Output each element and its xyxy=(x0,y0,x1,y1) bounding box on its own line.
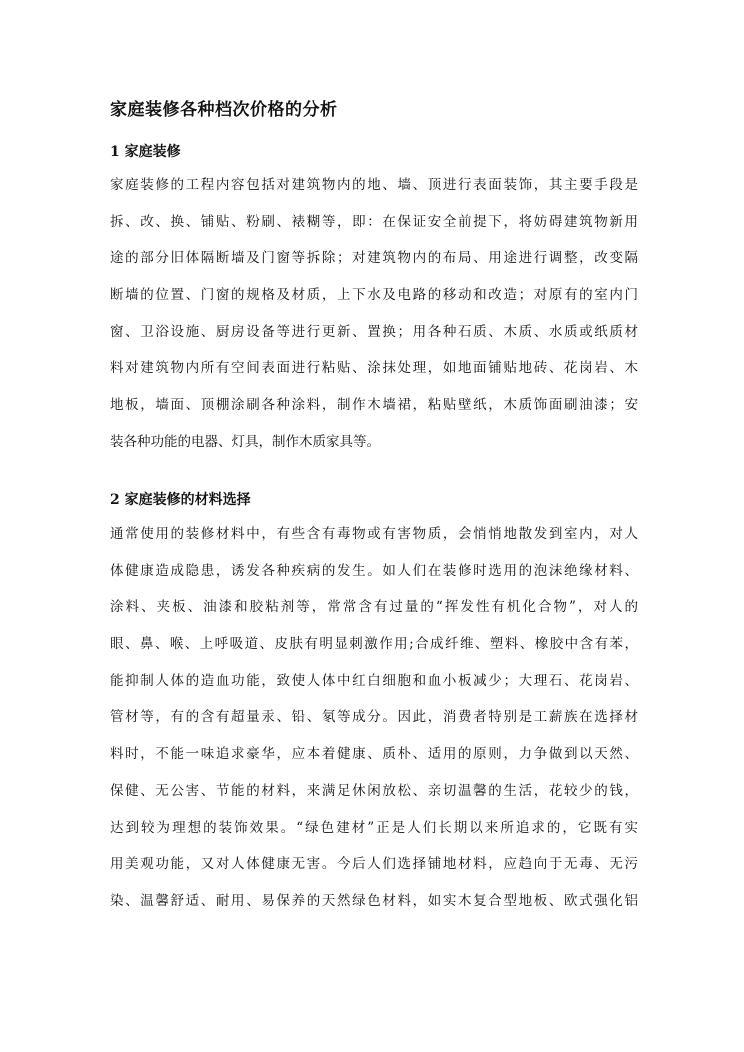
section-1-paragraph xyxy=(110,177,638,471)
paragraph-line: 料时，不能一味追求豪华，应本着健康、质朴、适用的原则，力争做到以天然、 xyxy=(110,746,638,763)
paragraph-line: 涂料、夹板、油漆和胶粘剂等，常常含有过量的“挥发性有机化合物”，对人的 xyxy=(110,599,638,616)
document-title: 家庭装修各种档次价格的分析 xyxy=(110,100,338,120)
paragraph-line: 管材等，有的含有超量汞、铅、氡等成分。因此，消费者特别是工薪族在选择材 xyxy=(110,709,638,726)
paragraph-line: 能抑制人体的造血功能，致使人体中红白细胞和血小板减少；大理石、花岗岩、 xyxy=(110,672,638,689)
paragraph-line: 料对建筑物内所有空间表面进行粘贴、涂抹处理，如地面铺贴地砖、花岗岩、木 xyxy=(110,360,638,377)
paragraph-line: 保健、无公害、节能的材料，来满足休闲放松、亲切温馨的生活，花较少的钱， xyxy=(110,782,638,799)
paragraph-line: 断墙的位置、门窗的规格及材质，上下水及电路的移动和改造；对原有的室内门 xyxy=(110,287,638,304)
section-2-heading: 2 家庭装修的材料选择 xyxy=(110,492,251,508)
paragraph-line: 达到较为理想的装饰效果。“绿色建材”正是人们长期以来所追求的，它既有实 xyxy=(110,819,638,836)
paragraph-line: 眼、鼻、喉、上呼吸道、皮肤有明显刺激作用;合成纤维、塑料、橡胶中含有苯， xyxy=(110,636,638,653)
paragraph-line: 途的部分旧体隔断墙及门窗等拆除；对建筑物内的布局、用途进行调整，改变隔 xyxy=(110,250,638,267)
paragraph-line: 拆、改、换、铺贴、粉刷、裱糊等，即：在保证安全前提下，将妨碍建筑物新用 xyxy=(110,213,638,230)
section-2-paragraph xyxy=(110,526,638,930)
paragraph-line: 家庭装修的工程内容包括对建筑物内的地、墙、顶进行表面装饰，其主要手段是 xyxy=(110,177,638,193)
paragraph-line: 窗、卫浴设施、厨房设备等进行更新、置换；用各种石质、木质、水质或纸质材 xyxy=(110,323,638,340)
paragraph-line: 体健康造成隐患，诱发各种疾病的发生。如人们在装修时选用的泡沫绝缘材料、 xyxy=(110,562,638,579)
paragraph-line: 用美观功能，又对人体健康无害。今后人们选择铺地材料，应趋向于无毒、无污 xyxy=(110,856,638,873)
section-1-heading: 1 家庭装修 xyxy=(110,144,181,160)
paragraph-line: 装各种功能的电器、灯具，制作木质家具等。 xyxy=(110,433,380,450)
paragraph-line: 染、温馨舒适、耐用、易保养的天然绿色材料，如实木复合型地板、欧式强化铝 xyxy=(110,892,638,909)
paragraph-line: 通常使用的装修材料中，有些含有毒物或有害物质，会悄悄地散发到室内，对人 xyxy=(110,526,638,542)
paragraph-line: 地板，墙面、顶棚涂刷各种涂料，制作木墙裙，粘贴壁纸，木质饰面刷油漆；安 xyxy=(110,397,638,414)
